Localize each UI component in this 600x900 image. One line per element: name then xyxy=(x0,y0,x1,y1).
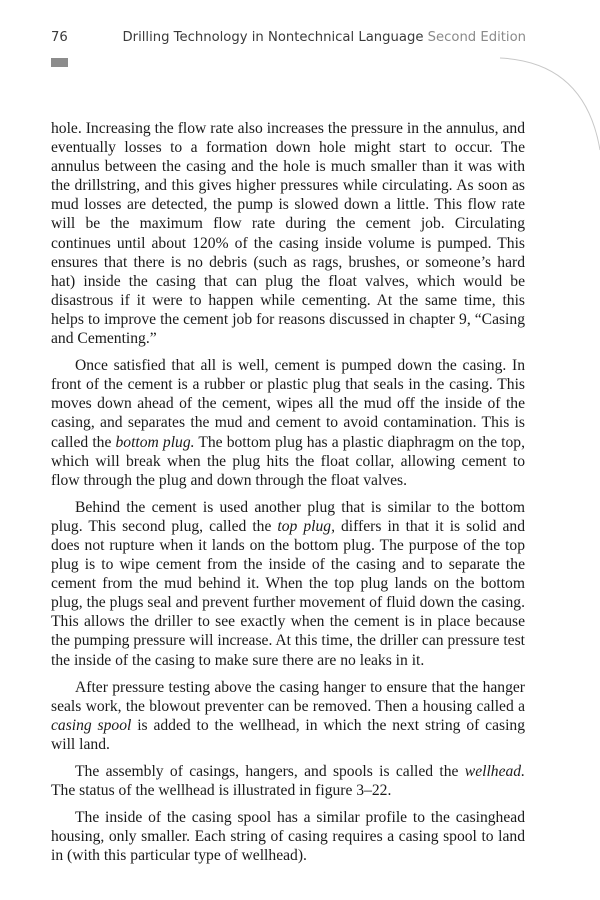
term-top-plug: top plug, xyxy=(277,517,335,535)
paragraph-2: Once satisfied that all is well, cement is pumped down the casing. In front of the cement is a rubber or plastic plug that seals in the casing. This moves down ahead of the cement, wipes all the mud off the inside of the casing, and separates the mud and cement to avoid contamination. This is called the bottom plug. The bottom plug has a plastic diaphragm on the top, which will break when the plug hits the float collar, allowing cement to flow through the plug and down through the float valves. xyxy=(51,357,525,489)
term-bottom-plug: bottom plug. xyxy=(115,433,195,451)
page-number: 76 xyxy=(51,30,68,45)
paragraph-3: Behind the cement is used another plug that is similar to the bottom plug. This second plug, called the top plug, differs in that it is solid and does not rupture when it lands on the bottom plug. The purpose of the top plug is to wipe cement from the inside of the casing and to separate the cement from the mud behind it. When the top plug lands on the bottom plug, the plugs seal and prevent further movement of fluid down the casing. This allows the driller to see exactly when the cement is in place because the pumping pressure will increase. At this time, the driller can pressure test the inside of the casing to make sure there are no leaks in it. xyxy=(51,498,525,669)
book-title: Drilling Technology in Nontechnical Language xyxy=(122,30,424,45)
edition-label: Second Edition xyxy=(427,30,526,45)
paragraph-1: hole. Increasing the flow rate also increases the pressure in the annulus, and eventually losses to a formation down hole might start to occur. The annulus between the casing and the hole is much smaller than it was with the drillstring, and this gives higher pressures while circulating. As soon as mud losses are detected, the pump is slowed down a little. This flow rate will be the maximum flow rate during the cement job. Circulating continues until about 120% of the casing inside volume is pumped. This ensures that there is no debris (such as rags, brushes, or someone’s hard hat) inside the casing that can plug the float valves, which would be disastrous if it were to happen while cementing. At the same time, this helps to improve the cement job for reasons discussed in chapter 9, “Casing and Cementing.” xyxy=(51,120,525,348)
paragraph-5: The assembly of casings, hangers, and spools is called the wellhead. The status of the wellhead is illustrated in figure 3–22. xyxy=(51,763,525,800)
term-casing-spool: casing spool xyxy=(51,716,132,734)
paragraph-4: After pressure testing above the casing hanger to ensure that the hanger seals work, the blowout preventer can be removed. Then a housing called a casing spool is added to the wellhead, in which the next string of casing will land. xyxy=(51,678,525,753)
term-wellhead: wellhead. xyxy=(464,763,525,780)
body-text xyxy=(51,119,525,873)
paragraph-6: The inside of the casing spool has a similar profile to the casinghead housing, only smaller. Each string of casing requires a casing spool to land in (with this particular type of wellhead). xyxy=(51,809,525,865)
